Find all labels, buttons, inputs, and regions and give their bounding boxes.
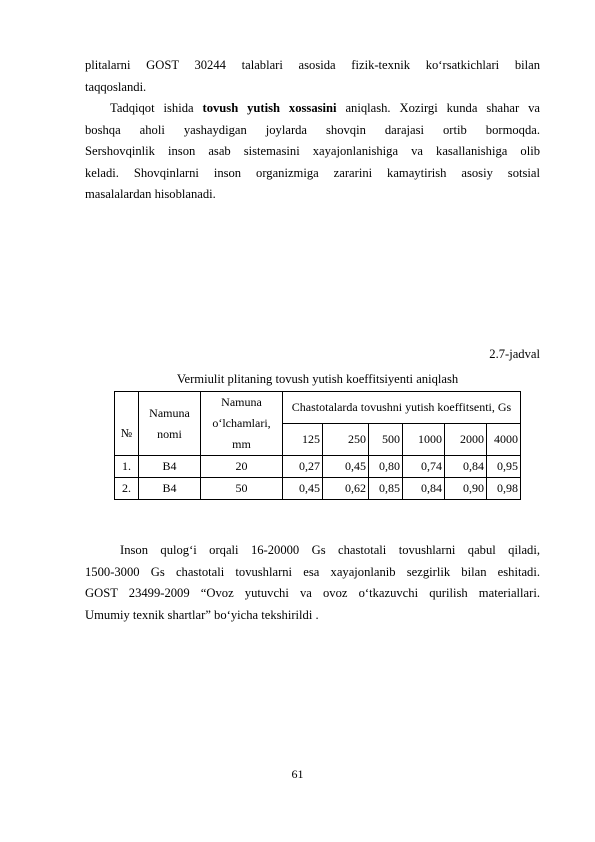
cell-no: 2. bbox=[115, 478, 139, 500]
cell-no: 1. bbox=[115, 456, 139, 478]
paragraph-line: taqqoslandi. bbox=[85, 79, 147, 94]
paragraph-line: boshqa aholi yashaydigan joylarda shovqin darajasi ortib bormoqda. bbox=[85, 122, 540, 137]
cell-size: 20 bbox=[201, 456, 283, 478]
paragraph-line: GOST 23499-2009 “Ovoz yutuvchi va ovoz o‘tkazuvchi qurilish materiallari. bbox=[85, 586, 540, 601]
header-freq: 250 bbox=[323, 424, 369, 456]
cell-name: B4 bbox=[139, 456, 201, 478]
paragraph-line: Inson qulog‘i orqali 16-20000 Gs chastotali tovushlarni qabul qiladi, bbox=[120, 543, 540, 557]
bold-term: tovush yutish xossasini bbox=[202, 101, 337, 115]
cell-value: 0,45 bbox=[323, 456, 369, 478]
paragraph-line bbox=[85, 98, 540, 120]
cell-value: 0,74 bbox=[403, 456, 445, 478]
cell-value: 0,84 bbox=[403, 478, 445, 500]
cell-size: 50 bbox=[201, 478, 283, 500]
paragraph-line: masalalardan hisoblanadi. bbox=[85, 187, 216, 202]
cell-value: 0,84 bbox=[445, 456, 487, 478]
page-number: 61 bbox=[291, 767, 304, 781]
header-name: Namuna nomi bbox=[139, 392, 201, 456]
paragraph-line: Umumiy texnik shartlar” bo‘yicha tekshirildi . bbox=[85, 607, 319, 622]
cell-value: 0,45 bbox=[283, 478, 323, 500]
cell-value: 0,98 bbox=[487, 478, 521, 500]
table-row bbox=[115, 456, 521, 478]
paragraph-line: keladi. Shovqinlarni inson organizmiga zararini kamaytirish asosiy sotsial bbox=[85, 165, 540, 180]
header-freq: 4000 bbox=[487, 424, 521, 456]
cell-value: 0,95 bbox=[487, 456, 521, 478]
paragraph-lead: Tadqiqot ishida bbox=[110, 101, 203, 115]
header-frequency-group: Chastotalarda tovushni yutish koeffitsenti, Gs bbox=[283, 392, 521, 424]
paragraph-rest: aniqlash. Xozirgi kunda shahar va bbox=[336, 101, 540, 115]
table-row bbox=[115, 478, 521, 500]
header-size: Namuna o‘lchamlari, mm bbox=[201, 392, 283, 456]
header-freq: 2000 bbox=[445, 424, 487, 456]
cell-value: 0,27 bbox=[283, 456, 323, 478]
header-freq: 125 bbox=[283, 424, 323, 456]
paragraph-2 bbox=[85, 98, 540, 206]
header-freq: 1000 bbox=[403, 424, 445, 456]
header-freq: 500 bbox=[369, 424, 403, 456]
cell-name: B4 bbox=[139, 478, 201, 500]
cell-value: 0,90 bbox=[445, 478, 487, 500]
paragraph-1 bbox=[85, 55, 540, 98]
cell-value: 0,62 bbox=[323, 478, 369, 500]
paragraph-3 bbox=[85, 540, 540, 626]
cell-value: 0,85 bbox=[369, 478, 403, 500]
paragraph-line: 1500-3000 Gs chastotali tovushlarni esa xayajonlanib sezgirlik bilan eshitadi. bbox=[85, 564, 540, 579]
paragraph-line: plitalarni GOST 30244 talablari asosida fizik-texnik ko‘rsatkichlari bilan bbox=[85, 58, 540, 72]
cell-value: 0,80 bbox=[369, 456, 403, 478]
paragraph-line: Sershovqinlik inson asab sistemasini xayajonlanishiga va kasallanishiga olib bbox=[85, 144, 540, 159]
table-title: Vermiulit plitaning tovush yutish koeffitsiyenti aniqlash bbox=[176, 372, 459, 386]
absorption-table bbox=[114, 391, 521, 500]
table-number: 2.7-jadval bbox=[489, 347, 540, 361]
header-no: № bbox=[115, 392, 139, 456]
